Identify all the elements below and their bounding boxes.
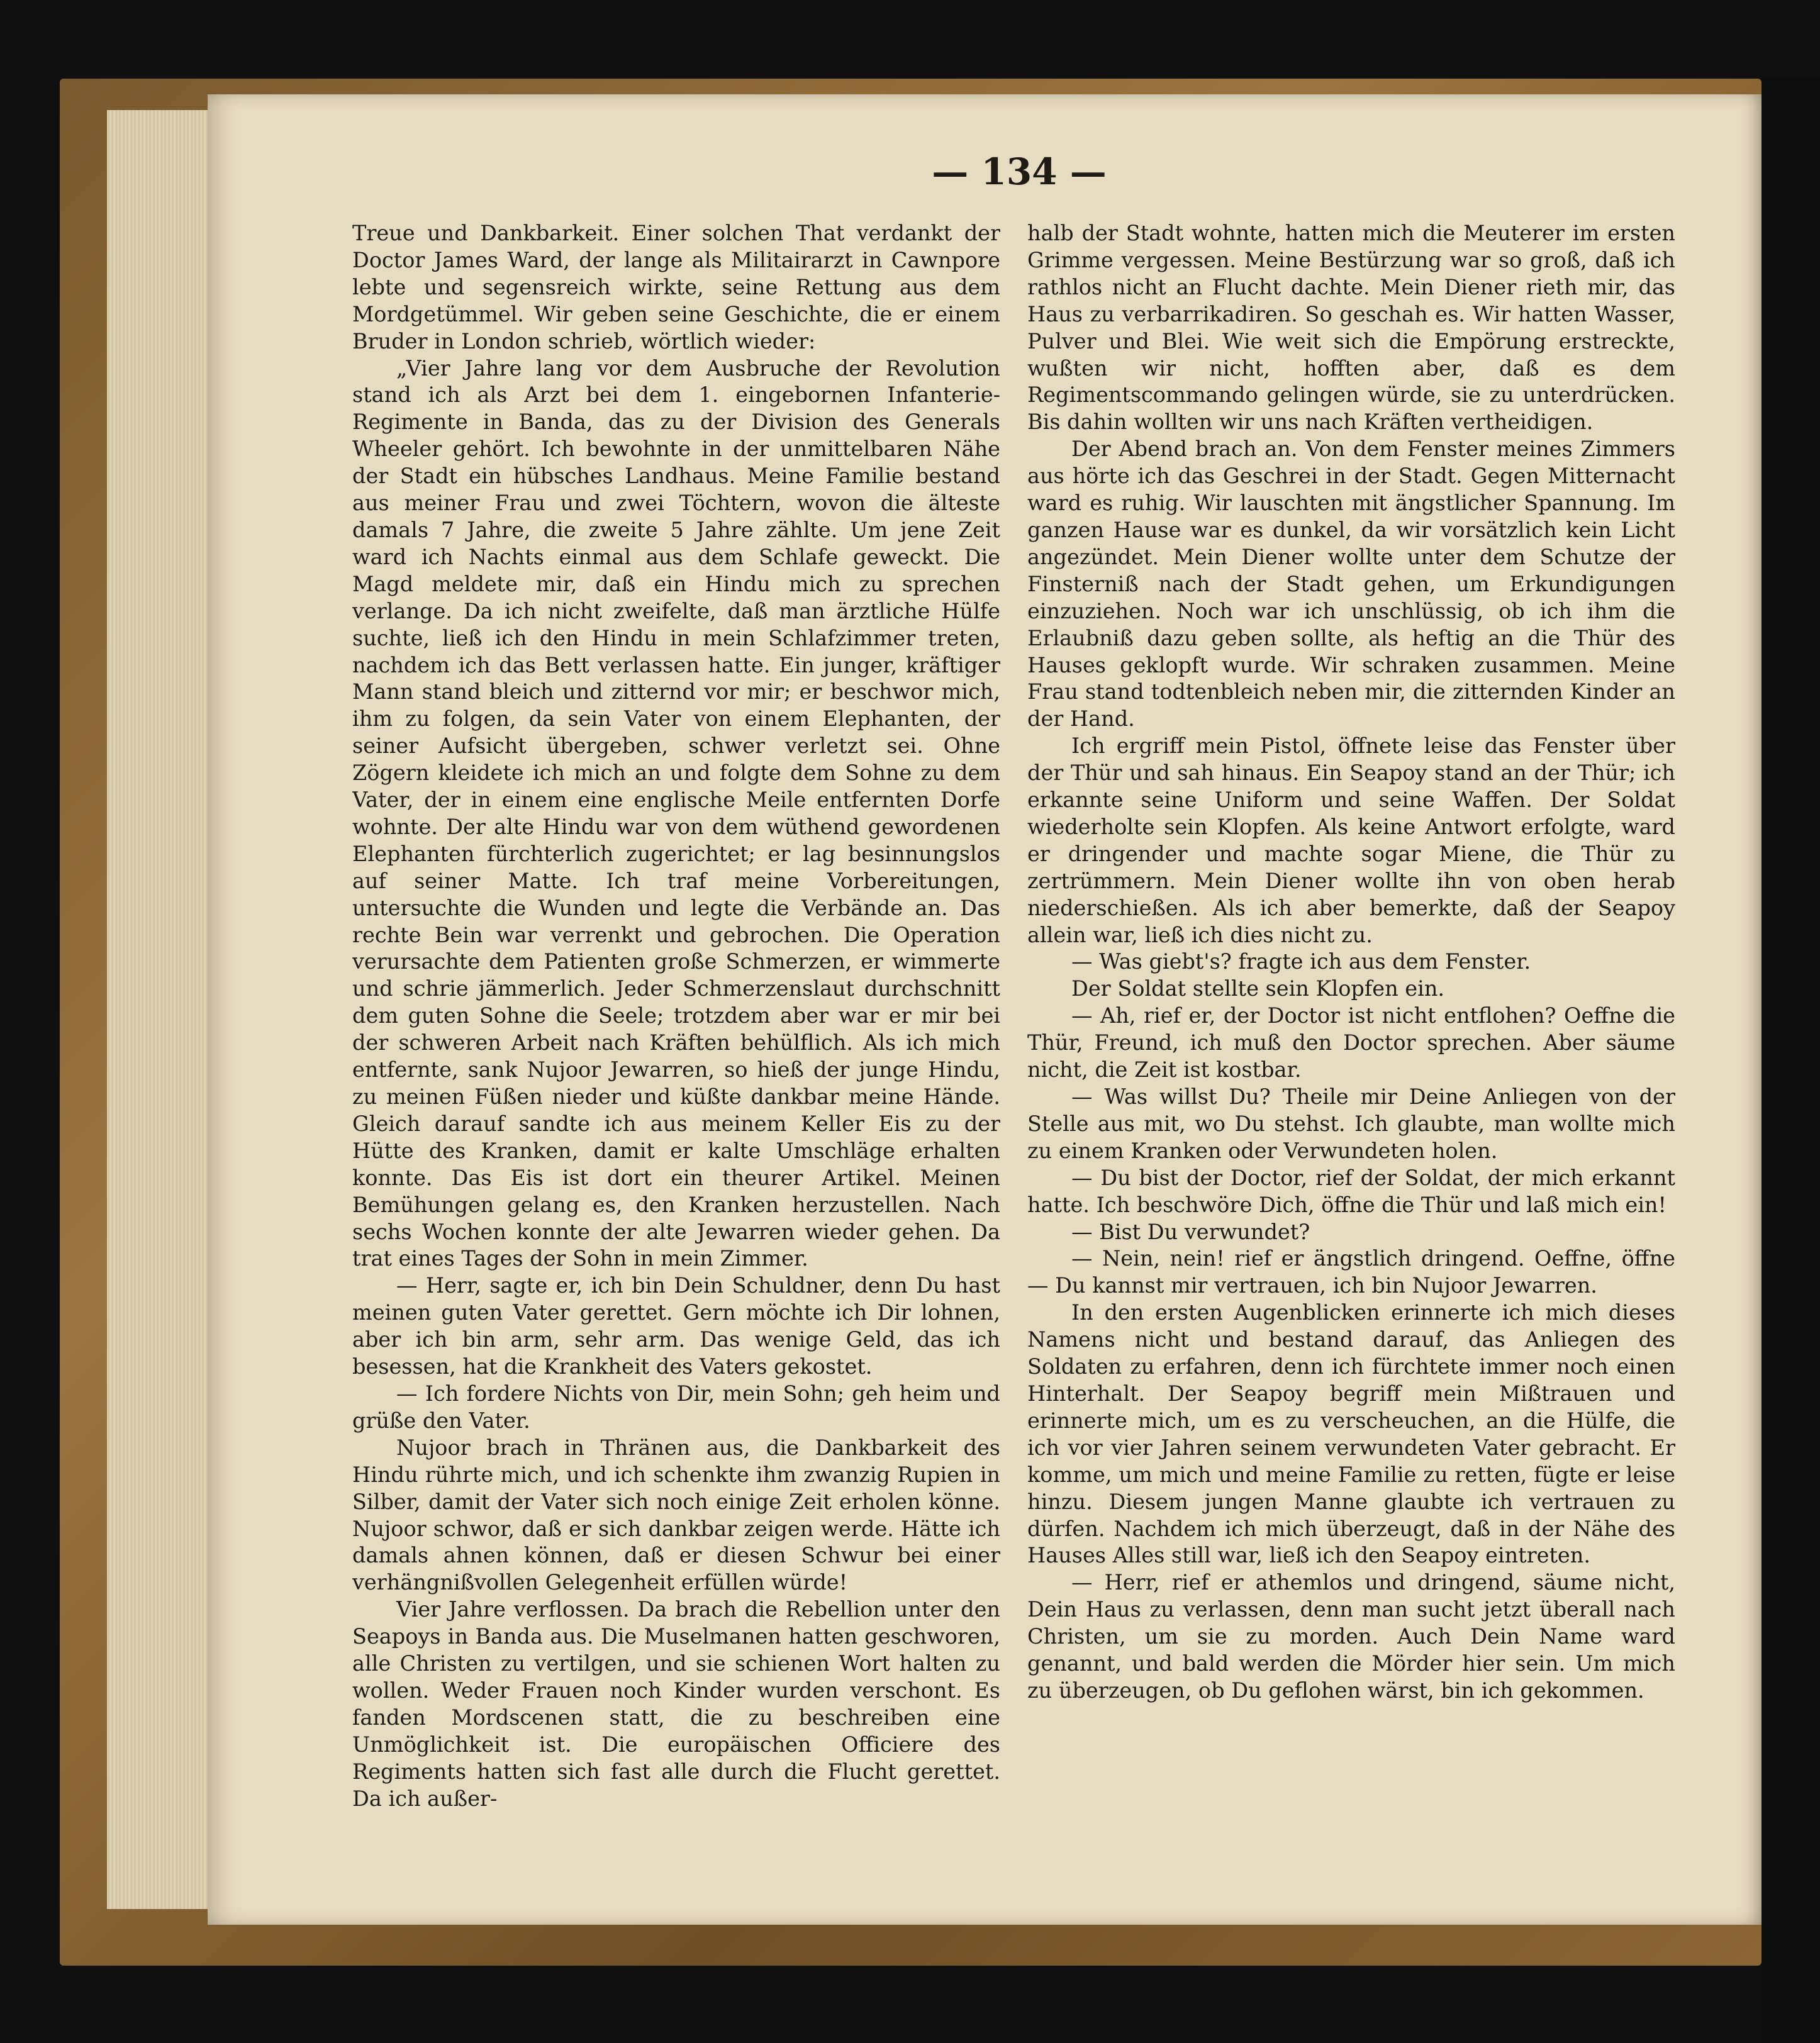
paragraph: „Vier Jahre lang vor dem Ausbruche der Revolution stand ich als Arzt bei dem 1. eingebornen Infanterie-Regimente in Banda, das zu der Division des Generals Wheeler gehört. Ich bewohnte in der unmittelbaren Nähe der Stadt ein hübsches Landhaus. Meine Familie bestand aus meiner Frau und zwei Töchtern, wovon die älteste damals 7 Jahre, die zweite 5 Jahre zählte. Um jene Zeit ward ich Nachts einmal aus dem Schlafe geweckt. Die Magd meldete mir, daß ein Hindu mich zu sprechen verlange. Da ich nicht zweifelte, daß man ärztliche Hülfe suchte, ließ ich den Hindu in mein Schlafzimmer treten, nachdem ich das Bett verlassen hatte. Ein junger, kräftiger Mann stand bleich und zitternd vor mir; er beschwor mich, ihm zu folgen, da sein Vater von einem Elephanten, der seiner Aufsicht übergeben, schwer verletzt sei. Ohne Zögern kleidete ich mich an und folgte dem Sohne zu dem Vater, der in einem eine englische Meile entfernten Dorfe wohnte. Der alte Hindu war von dem wüthend gewordenen Elephanten fürchterlich zugerichtet; er lag besinnungslos auf seiner Matte. Ich traf meine Vorbereitungen, untersuchte die Wunden und legte die Verbände an. Das rechte Bein war verrenkt und gebrochen. Die Operation verursachte dem Patienten große Schmerzen, er wimmerte und schrie jämmerlich. Jeder Schmerzenslaut durchschnitt dem guten Sohne die Seele; trotzdem aber war er mir bei der schweren Arbeit nach Kräften behülflich. Als ich mich entfernte, sank Nujoor Jewarren, so hieß der junge Hindu, zu meinen Füßen nieder und küßte dankbar meine Hände. Gleich darauf sandte ich aus meinem Keller Eis zu der Hütte des Kranken, damit er kalte Umschläge erhalten konnte. Das Eis ist dort ein theurer Artikel. Meinen Bemühungen gelang es, den Kranken herzustellen. Nach sechs Wochen konnte der alte Jewarren wieder gehen. Da trat eines Tages der Sohn in mein Zimmer.	[352, 355, 1000, 1271]
paragraph: Ich ergriff mein Pistol, öffnete leise das Fenster über der Thür und sah hinaus. Ein Seapoy stand an der Thür; ich erkannte seine Uniform und seine Waffen. Der Soldat wiederholte sein Klopfen. Als keine Antwort erfolgte, ward er dringender und machte sogar Miene, die Thür zu zertrümmern. Mein Diener wollte ihn von oben herab niederschießen. Als ich aber bemerkte, daß der Seapoy allein war, ließ ich dies nicht zu.	[1027, 733, 1675, 947]
paragraph: — Was willst Du? Theile mir Deine Anliegen von der Stelle aus mit, wo Du stehst. Ich glaubte, man wollte mich zu einem Kranken oder Verwundeten holen.	[1027, 1084, 1675, 1163]
paragraph: halb der Stadt wohnte, hatten mich die Meuterer im ersten Grimme vergessen. Meine Bestürzung war so groß, daß ich rathlos nicht an Flucht dachte. Mein Diener rieth mir, das Haus zu verbarrikadiren. So geschah es. Wir hatten Wasser, Pulver und Blei. Wie weit sich die Empörung erstreckte, wußten wir nicht, hofften aber, daß es dem Regimentscommando gelingen würde, sie zu unterdrücken. Bis dahin wollten wir uns nach Kräften vertheidigen.	[1027, 221, 1675, 435]
left-column	[352, 220, 1000, 1887]
paragraph: — Was giebt's? fragte ich aus dem Fenster.	[1071, 949, 1531, 974]
paragraph: Treue und Dankbarkeit. Einer solchen That verdankt der Doctor James Ward, der lange als Militairarzt in Cawnpore lebte und segensreich wirkte, seine Rettung aus dem Mordgetümmel. Wir geben seine Geschichte, die er einem Bruder in London schrieb, wörtlich wieder:	[352, 221, 1000, 353]
paragraph: In den ersten Augenblicken erinnerte ich mich dieses Namens nicht und bestand darauf, das Anliegen des Soldaten zu erfahren, denn ich fürchtete immer noch einen Hinterhalt. Der Seapoy begriff mein Mißtrauen und erinnerte mich, um es zu verscheuchen, an die Hülfe, die ich vor vier Jahren seinem verwundeten Vater gebracht. Er komme, um mich und meine Familie zu retten, fügte er leise hinzu. Diesem jungen Manne glaubte ich vertrauen zu dürfen. Nachdem ich mich überzeugt, daß in der Nähe des Hauses Alles still war, ließ ich den Seapoy eintreten.	[1027, 1300, 1675, 1568]
paragraph: — Ah, rief er, der Doctor ist nicht entflohen? Oeffne die Thür, Freund, ich muß den Doctor sprechen. Aber säume nicht, die Zeit ist kostbar.	[1027, 1003, 1675, 1083]
paragraph: Der Soldat stellte sein Klopfen ein.	[1071, 976, 1445, 1001]
paragraph: Der Abend brach an. Von dem Fenster meines Zimmers aus hörte ich das Geschrei in der Stadt. Gegen Mitternacht ward es ruhig. Wir lauschten mit ängstlicher Spannung. Im ganzen Hause war es dunkel, da wir vorsätzlich kein Licht angezündet. Mein Diener wollte unter dem Schutze der Finsterniß nach der Stadt gehen, um Erkundigungen einzuziehen. Noch war ich unschlüssig, ob ich ihm die Erlaubniß dazu geben sollte, als heftig an die Thür des Hauses geklopft wurde. Wir schraken zusammen. Meine Frau stand todtenbleich neben mir, die zitternden Kinder an der Hand.	[1027, 437, 1675, 732]
paragraph: Nujoor brach in Thränen aus, die Dankbarkeit des Hindu rührte mich, und ich schenkte ihm zwanzig Rupien in Silber, damit der Vater sich noch einige Zeit erholen könne. Nujoor schwor, daß er sich dankbar zeigen werde. Hätte ich damals ahnen können, daß er diesen Schwur bei einer verhängnißvollen Gelegenheit erfüllen würde!	[352, 1435, 1000, 1595]
paragraph: — Herr, sagte er, ich bin Dein Schuldner, denn Du hast meinen guten Vater gerettet. Gern möchte ich Dir lohnen, aber ich bin arm, sehr arm. Das wenige Geld, das ich besessen, hat die Krankheit des Vaters gekostet.	[352, 1273, 1000, 1379]
scan-border	[1761, 79, 1820, 2043]
paragraph: Vier Jahre verflossen. Da brach die Rebellion unter den Seapoys in Banda aus. Die Muselmanen hatten geschworen, alle Christen zu vertilgen, und sie schienen Wort halten zu wollen. Weder Frauen noch Kinder wurden verschont. Es fanden Mordscenen statt, die zu beschreiben eine Unmöglichkeit ist. Die europäischen Officiere des Regiments hatten sich fast alle durch die Flucht gerettet. Da ich außer-	[352, 1597, 1000, 1811]
page-number: — 134 —	[932, 150, 1107, 193]
paragraph: — Herr, rief er athemlos und dringend, säume nicht, Dein Haus zu verlassen, denn man sucht jetzt überall nach Christen, um sie zu morden. Auch Dein Name ward genannt, und bald werden die Mörder hier sein. Um mich zu überzeugen, ob Du geflohen wärst, bin ich gekommen.	[1027, 1570, 1675, 1703]
page-edges	[107, 110, 214, 1909]
paragraph: — Ich fordere Nichts von Dir, mein Sohn; geh heim und grüße den Vater.	[352, 1381, 1000, 1433]
right-column	[1027, 220, 1675, 1887]
paragraph: — Du bist der Doctor, rief der Soldat, der mich erkannt hatte. Ich beschwöre Dich, öffne die Thür und laß mich ein!	[1027, 1165, 1675, 1217]
paragraph: — Nein, nein! rief er ängstlich dringend. Oeffne, öffne — Du kannst mir vertrauen, ich bin Nujoor Jewarren.	[1027, 1246, 1675, 1298]
paragraph: — Bist Du verwundet?	[1071, 1219, 1310, 1244]
